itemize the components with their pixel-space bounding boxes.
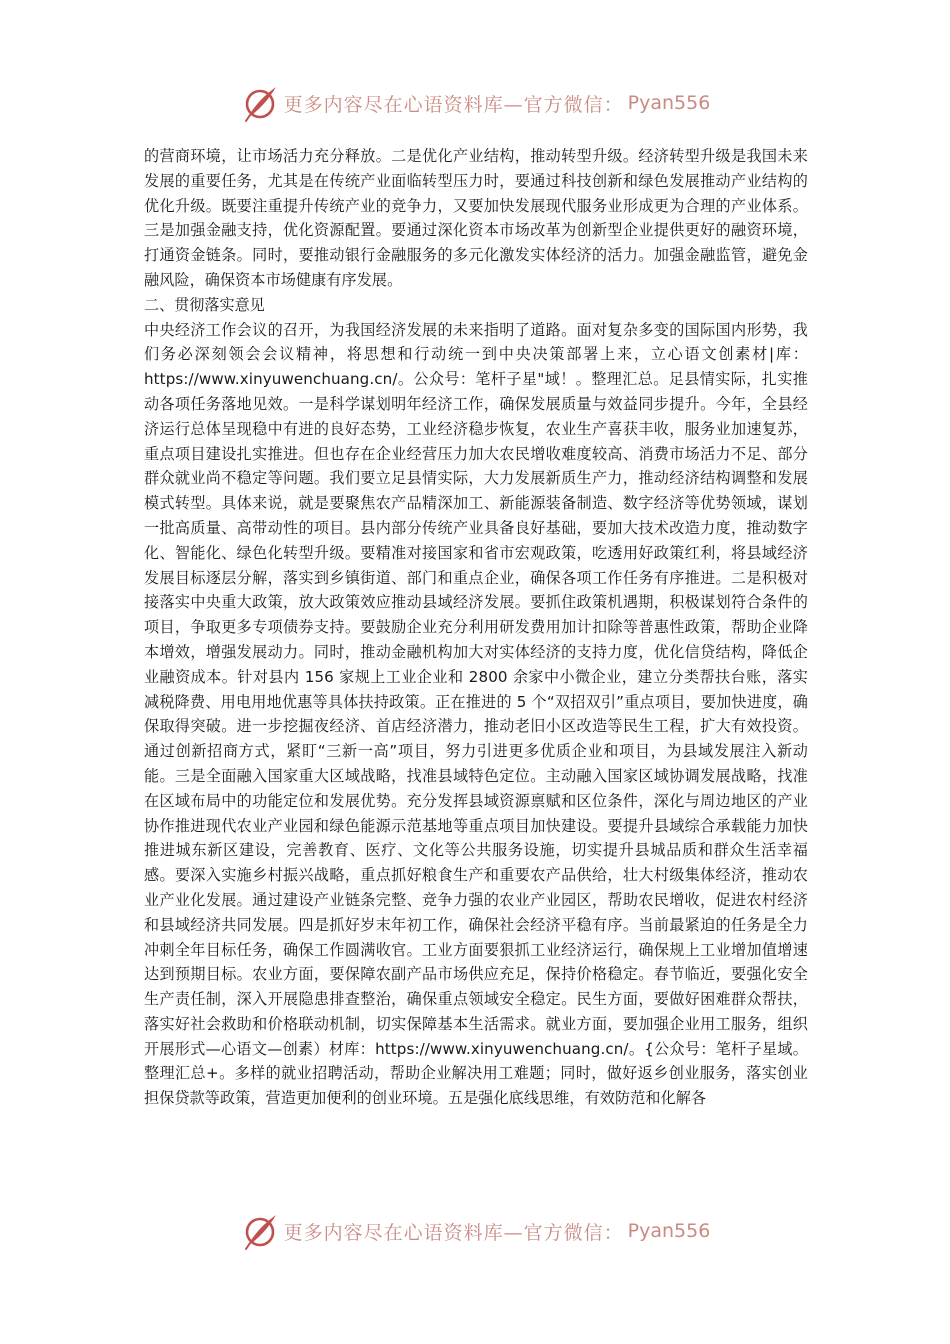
body-paragraph: 中央经济工作会议的召开，为我国经济发展的未来指明了道路。面对复杂多变的国际国内形势，我们务必深刻领会会议精神，将思想和行动统一到中央决策部署上来，立心语文创素材|库：https://www.xinyuwenchuang.cn/。公众号：笔杆子星"域！。整理汇总。足县情实际，扎实推动各项任务落地见效。一是科学谋划明年经济工作，确保发展质量与效益同步提升。今年，全县经济运行总体呈现稳中有进的良好态势，工业经济稳步恢复，农业生产喜获丰收，服务业加速复苏，重点项目建设扎实推进。但也存在企业经营压力加大农民增收难度较高、消费市场活力不足、部分群众就业尚不稳定等问题。我们要立足县情实际，大力发展新质生产力，推动经济结构调整和发展模式转型。具体来说，就是要聚焦农产品精深加工、新能源装备制造、数字经济等优势领域，谋划一批高质量、高带动性的项目。县内部分传统产业具备良好基础，要加大技术改造力度，推动数字化、智能化、绿色化转型升级。要精准对接国家和省市宏观政策，吃透用好政策红利，将县域经济发展目标逐层分解，落实到乡镇街道、部门和重点企业，确保各项工作任务有序推进。二是积极对接落实中央重大政策，放大政策效应推动县域经济发展。要抓住政策机遇期，积极谋划符合条件的项目，争取更多专项债券支持。要鼓励企业充分利用研发费用加计扣除等普惠性政策，帮助企业降本增效，增强发展动力。同时，推动金融机构加大对实体经济的支持力度，优化信贷结构，降低企业融资成本。针对县内 156 家规上工业企业和 2800 余家中小微企业，建立分类帮扶台账，落实减税降费、用电用地优惠等具体扶持政策。正在推进的 5 个“双招双引”重点项目，要加快进度，确保取得突破。进一步挖掘夜经济、首店经济潜力，推动老旧小区改造等民生工程，扩大有效投资。通过创新招商方式，紧盯“三新一高”项目，努力引进更多优质企业和项目，为县域发展注入新动能。三是全面融入国家重大区域战略，找准县域特色定位。主动融入国家区域协调发展战略，找准在区域布局中的功能定位和发展优势。充分发挥县域资源禀赋和区位条件，深化与周边地区的产业协作推进现代农业产业园和绿色能源示范基地等重点项目加快建设。要提升县域综合承载能力加快推进城东新区建设，完善教育、医疗、文化等公共服务设施，切实提升县城品质和群众生活幸福感。要深入实施乡村振兴战略，重点抓好粮食生产和重要农产品供给，壮大村级集体经济，推动农业产业化发展。通过建设产业链条完整、竞争力强的农业产业园区，帮助农民增收，促进农村经济和县域经济共同发展。四是抓好岁末年初工作，确保社会经济平稳有序。当前最紧迫的任务是全力冲刺全年目标任务，确保工作圆满收官。工业方面要狠抓工业经济运行，确保规上工业增加值增速达到预期目标。农业方面，要保障农副产品市场供应充足，保持价格稳定。春节临近，要强化安全生产责任制，深入开展隐患排查整治，确保重点领域安全稳定。民生方面，要做好困难群众帮扶，落实好社会救助和价格联动机制，切实保障基本生活需求。就业方面，要加强企业用工服务，组织开展形式—心语文—创素）材库：https://www.xinyuwenchuang.cn/。{公众号：笔杆子星域。整理汇总+。多样的就业招聘活动，帮助企业解决用工难题；同时，做好返乡创业服务，落实创业担保贷款等政策，营造更加便利的创业环境。五是强化底线思维，有效防范和化解各 [144, 320, 808, 1108]
watermark-text: 更多内容尽在心语资料库—官方微信： [283, 93, 624, 116]
watermark-wechat-id: Pyan556 [627, 92, 711, 114]
body-paragraph: 的营商环境，让市场活力充分释放。二是优化产业结构，推动转型升级。经济转型升级是我国未来发展的重要任务，尤其是在传统产业面临转型压力时，要通过科技创新和绿色发展推动产业结构的优化升级。既要注重提升传统产业的竞争力，又要加快发展现代服务业形成更为合理的产业体系。三是加强金融支持，优化资源配置。要通过深化资本市场改革为创新型企业提供更好的融资环境，打通资金链条。同时，要推动银行金融服务的多元化激发实体经济的活力。加强金融监管，避免金融风险，确保资本市场健康有序发展。 [144, 147, 808, 289]
watermark-text: 更多内容尽在心语资料库—官方微信： [283, 1221, 624, 1244]
section-heading: 二、贯彻落实意见 [144, 295, 265, 314]
watermark-wechat-id: Pyan556 [627, 1220, 711, 1242]
footer-watermark [0, 1210, 950, 1252]
header-watermark [0, 82, 950, 124]
document-body [144, 144, 808, 1190]
quill-logo-icon [240, 83, 280, 123]
quill-logo-icon [240, 1211, 280, 1251]
